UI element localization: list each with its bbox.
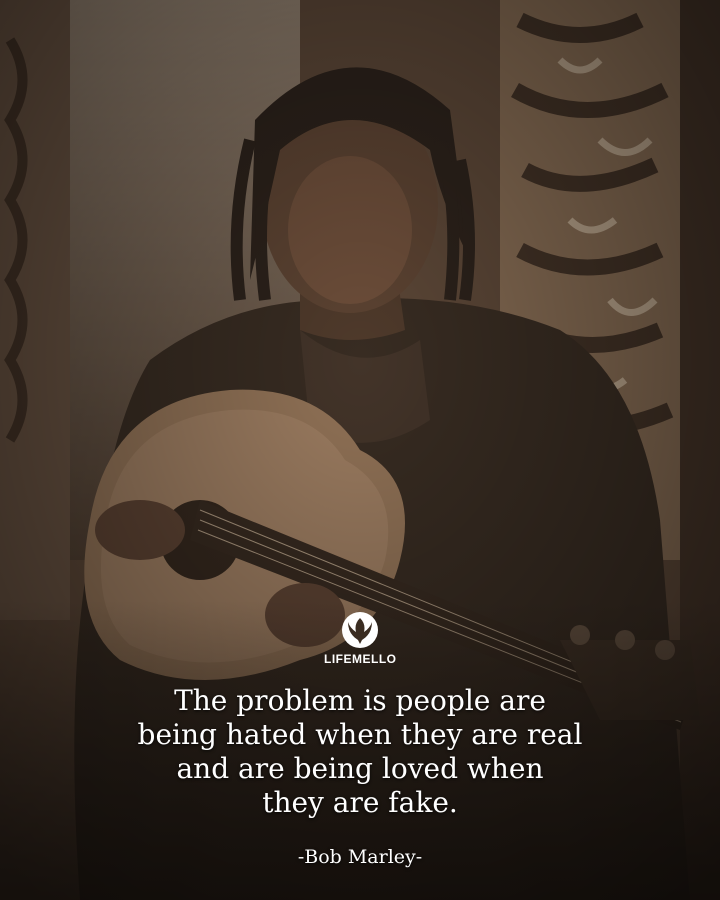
quote-line: and are being loved when — [176, 752, 544, 785]
phoenix-icon — [340, 610, 380, 650]
brand-logo — [324, 610, 396, 672]
brand-name: LIFEMELLO — [324, 652, 397, 666]
quote-line: they are fake. — [262, 786, 458, 819]
quote-line: The problem is people are — [174, 684, 546, 717]
quote-author: -Bob Marley- — [297, 846, 423, 868]
quote-text — [20, 684, 700, 820]
quote-line: being hated when they are real — [137, 718, 583, 751]
